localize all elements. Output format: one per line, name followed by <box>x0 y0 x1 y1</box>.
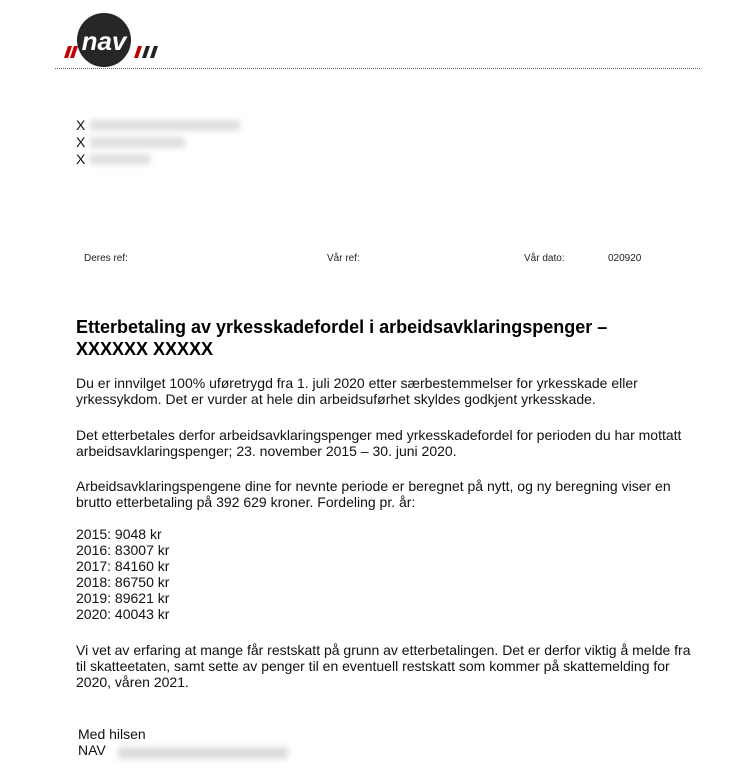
var-dato-value: 020920 <box>608 253 642 264</box>
logo-slash-right-2 <box>142 46 150 58</box>
greeting: Med hilsen <box>78 726 146 742</box>
amount-row: 2020: 40043 kr <box>76 606 170 622</box>
closing-paragraph: Vi vet av erfaring at mange får restskatt på grunn av etterbetalingen. Det er derfor viktig å melde fra til skatteetaten, samt sette av penger til en eventuell restskatt som kommer på skattemelding for 2020, våren 2021. <box>76 642 691 690</box>
deres-ref-label: Deres ref: <box>84 253 128 264</box>
paragraph-3: Arbeidsavklaringspengene dine for nevnte periode er beregnet på nytt, og ny beregning viser en brutto etterbetaling på 392 629 kroner. Fordeling pr. år: <box>76 478 671 510</box>
address-line-2: X <box>76 134 86 150</box>
logo-text: nav <box>81 26 127 56</box>
amount-list <box>76 526 169 622</box>
redacted-blur <box>90 137 185 148</box>
amount-row: 2018: 86750 kr <box>76 574 170 590</box>
address-line <box>76 134 85 151</box>
logo-slash-right-1 <box>134 46 142 58</box>
logo-slash-right-3 <box>150 46 158 58</box>
redacted-blur <box>118 747 288 759</box>
header-divider <box>55 68 700 69</box>
paragraph-1: Du er innvilget 100% uføretrygd fra 1. juli 2020 etter særbestemmelser for yrkesskade eller yrkessykdom. Det er vurder at hele din arbeidsuførhet skyldes godkjent yrkesskade. <box>76 375 638 407</box>
recipient-address <box>76 117 85 168</box>
signature-name: NAV <box>78 742 106 758</box>
paragraph-2: Det etterbetales derfor arbeidsavklaringspenger med yrkesskadefordel for perioden du har mottatt arbeidsavklaringspenger; 23. november 2015 – 30. juni 2020. <box>76 427 682 459</box>
amount-row: 2017: 84160 kr <box>76 558 170 574</box>
address-line <box>76 117 85 134</box>
nav-logo <box>60 12 170 68</box>
letter-title: Etterbetaling av yrkesskadefordel i arbeidsavklaringspenger – XXXXXX XXXXX <box>76 317 608 359</box>
var-dato-label: Vår dato: <box>524 253 565 264</box>
var-ref-label: Vår ref: <box>327 253 360 264</box>
redacted-blur <box>90 154 150 165</box>
redacted-blur <box>90 120 240 131</box>
amount-row: 2019: 89621 kr <box>76 590 170 606</box>
address-line-3: X <box>76 151 86 167</box>
address-line-1: X <box>76 117 86 133</box>
amount-row: 2015: 9048 kr <box>76 526 162 542</box>
amount-row: 2016: 83007 kr <box>76 542 170 558</box>
address-line <box>76 151 85 168</box>
